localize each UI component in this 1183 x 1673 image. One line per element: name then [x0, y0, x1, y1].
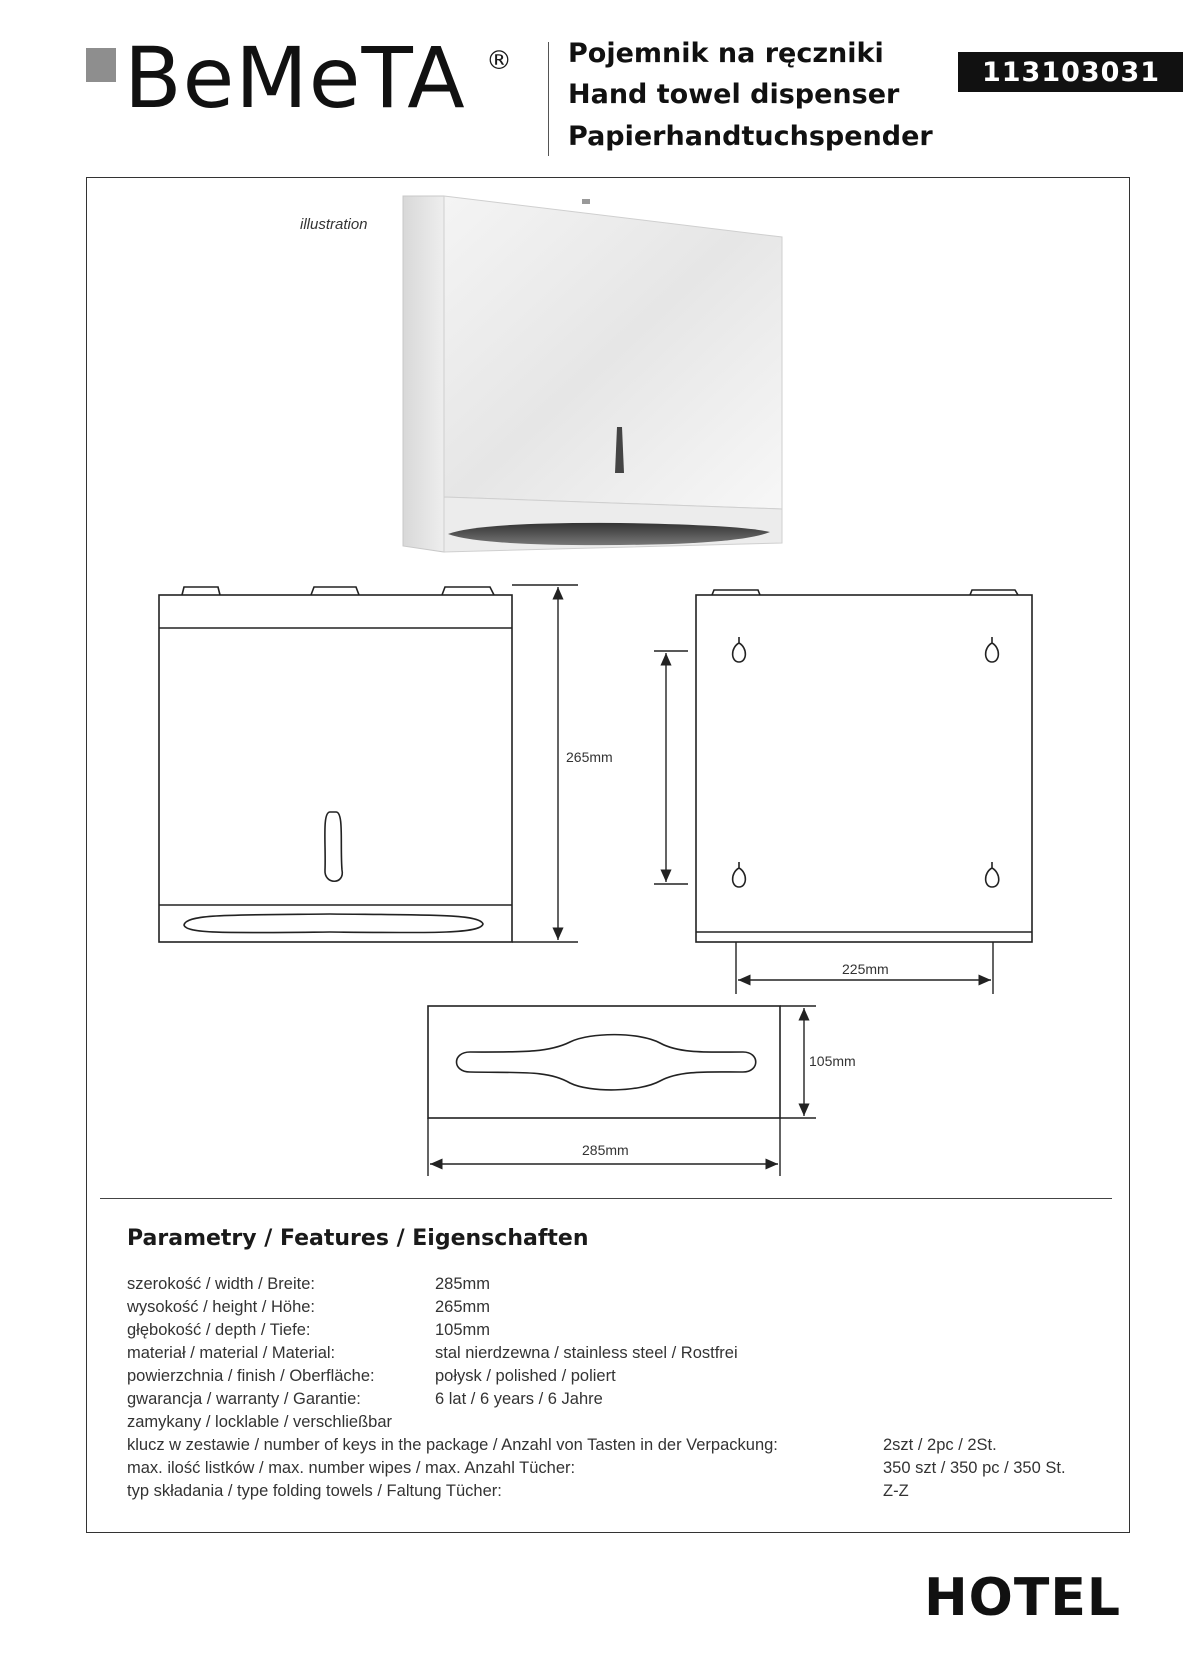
front-view-drawing: [159, 587, 512, 942]
collection-label: HOTEL: [924, 1568, 1121, 1628]
spec-value: 105mm: [435, 1321, 491, 1339]
spec-value: 350 szt / 350 pc / 350 St.: [883, 1459, 1066, 1477]
spec-label: typ składania / type folding towels / Faltung Tücher:: [127, 1482, 502, 1500]
spec-row-width: [127, 1275, 1117, 1297]
hole-spacing-label: 225mm: [842, 961, 889, 977]
spec-label: materiał / material / Material:: [127, 1344, 336, 1362]
brand-logo: BeMeTA: [124, 29, 466, 127]
features-heading: Parametry / Features / Eigenschaften: [127, 1226, 589, 1251]
back-view-drawing: [696, 590, 1032, 942]
spec-value: stal nierdzewna / stainless steel / Rostfrei: [435, 1344, 738, 1362]
spec-label: max. ilość listków / max. number wipes / max. Anzahl Tücher:: [127, 1459, 576, 1477]
spec-label: zamykany / locklable / verschließbar: [127, 1413, 393, 1431]
spec-value: 285mm: [435, 1275, 491, 1293]
width-dimension-label: 285mm: [582, 1142, 629, 1158]
product-illustration: [403, 196, 782, 552]
spec-value: 265mm: [435, 1298, 491, 1316]
spec-row-lockable: [127, 1413, 1117, 1435]
registered-mark: ®: [486, 46, 512, 76]
bottom-view-drawing: [428, 1006, 780, 1118]
spec-row-depth: [127, 1321, 1117, 1343]
title-english: Hand towel dispenser: [568, 79, 900, 110]
spec-label: gwarancja / warranty / Garantie:: [127, 1390, 361, 1408]
illustration-caption: illustration: [300, 216, 368, 233]
spec-value: 6 lat / 6 years / 6 Jahre: [435, 1390, 603, 1408]
title-german: Papierhandtuchspender: [568, 121, 933, 152]
spec-label: powierzchnia / finish / Oberfläche:: [127, 1367, 375, 1385]
spec-row-finish: [127, 1367, 1117, 1389]
spec-value: 2szt / 2pc / 2St.: [883, 1436, 997, 1454]
spec-value: Z-Z: [883, 1482, 909, 1500]
product-code: 113103031: [958, 52, 1183, 92]
spec-row-warranty: [127, 1390, 1117, 1412]
spec-row-height: [127, 1298, 1117, 1320]
spec-label: klucz w zestawie / number of keys in the package / Anzahl von Tasten in der Verpackung:: [127, 1436, 778, 1454]
spec-row-max-wipes: [127, 1459, 1117, 1481]
features-divider: [100, 1198, 1112, 1199]
spec-row-material: [127, 1344, 1117, 1366]
spec-label: szerokość / width / Breite:: [127, 1275, 315, 1293]
spec-label: wysokość / height / Höhe:: [127, 1298, 316, 1316]
spec-row-folding-type: [127, 1482, 1117, 1504]
spec-label: głębokość / depth / Tiefe:: [127, 1321, 311, 1339]
title-polish: Pojemnik na ręczniki: [568, 38, 884, 69]
depth-dimension-label: 105mm: [809, 1053, 856, 1069]
height-dimension-label: 265mm: [566, 749, 613, 765]
spec-value: połysk / polished / poliert: [435, 1367, 616, 1385]
spec-row-keys: [127, 1436, 1117, 1458]
